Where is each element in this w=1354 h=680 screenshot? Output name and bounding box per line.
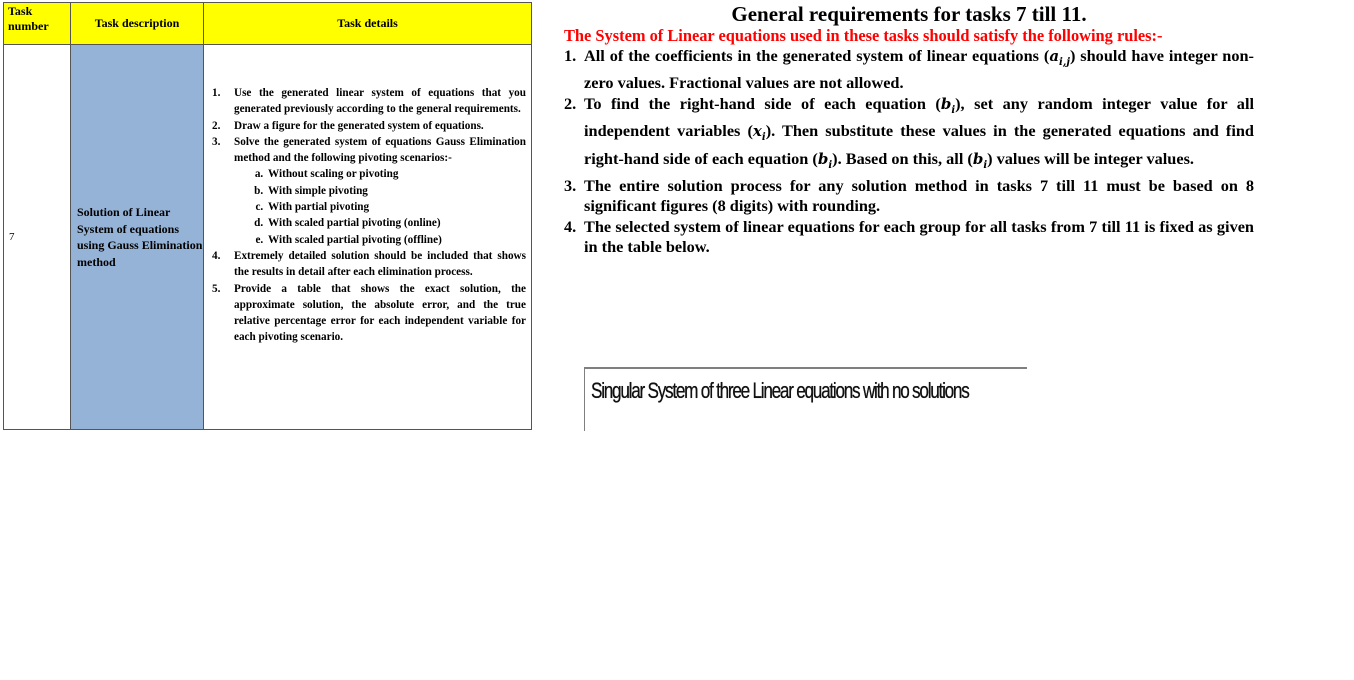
pivoting-scenario-item: e. With scaled partial pivoting (offline) — [266, 232, 526, 248]
requirement-item: 3. The entire solution process for any solution method in tasks 7 till 11 must be based on 8 significant figures (8 digits) with rounding. — [564, 176, 1254, 216]
requirement-number: 1. — [564, 46, 577, 65]
task-detail-number: 3. — [212, 135, 221, 148]
math-symbol: $b_i$ — [972, 149, 988, 171]
system-image-caption: Singular System of three Linear equations with no solutions — [591, 378, 969, 403]
task-detail-item: 1. Use the generated linear system of equations that you generated previously according to the general requirements. — [212, 87, 526, 116]
task-detail-item: 3. Solve the generated system of equations Gauss Elimination method and the following pivoting scenarios:- a. Without scaling or pivoting b. With simple pivoting c. With partial pivoting d. With scaled partial pivoting (online) e. With scaled partial pivoting (offline) — [232, 134, 526, 248]
task-details-list — [212, 85, 526, 346]
requirements-subtitle: The System of Linear equations used in these tasks should satisfy the following rules:- — [564, 26, 1163, 45]
task-detail-item: 2. Draw a figure for the generated system of equations. — [232, 118, 526, 134]
table-header-row — [4, 3, 532, 45]
task-detail-number: 2. — [212, 119, 221, 132]
pivoting-scenarios-list — [234, 166, 526, 247]
requirements-title: General requirements for tasks 7 till 11. — [731, 2, 1087, 26]
task-detail-item: 5. Provide a table that shows the exact solution, the approximate solution, the absolute error, and the true relative percentage error for each independent variable for each pivoting scenario. — [212, 282, 526, 344]
requirement-item: 4. The selected system of linear equations for each group for all tasks from 7 till 11 is fixed as given in the table below. — [564, 216, 1254, 257]
pivoting-scenario-item: a. Without scaling or pivoting — [266, 166, 526, 182]
task-detail-number: 1. — [212, 87, 221, 99]
pivoting-scenario-item: c. With partial pivoting — [266, 199, 526, 215]
header-task-number: Task number — [4, 3, 71, 45]
math-symbol: $b_i$ — [817, 149, 833, 171]
table-row — [4, 45, 532, 430]
requirement-number: 2. — [564, 93, 577, 113]
task-number-cell: 7 — [4, 45, 71, 430]
math-symbol: $a_{i,j}$ — [1049, 47, 1070, 68]
requirements-list — [564, 46, 1254, 258]
requirement-number: 3. — [564, 176, 577, 196]
task-detail-item: 4. Extremely detailed solution should be included that shows the results in detail after each elimination process. — [212, 249, 526, 279]
task-detail-number: 4. — [212, 249, 221, 262]
task-details-cell — [204, 45, 532, 430]
task-description-cell: Solution of Linear System of equations using Gauss Elimination method — [71, 45, 204, 430]
pivoting-scenario-item: d. With scaled partial pivoting (online) — [266, 215, 526, 231]
header-task-details: Task details — [204, 3, 532, 45]
requirement-item: 2. To find the right-hand side of each equation $(b_i)$, set any random integer value for all independent variables $(x_i)$. Then substitute these values in the generated equations and find right-hand side of each equation $(b_i)$. Based on this, all $(b_i)$ values will be integer values. — [564, 93, 1254, 171]
math-symbol: $b_i$ — [940, 94, 956, 116]
header-task-description: Task description — [71, 3, 204, 45]
task-detail-number: 5. — [212, 282, 221, 295]
requirement-item: 1. All of the coefficients in the generated system of linear equations $(a_{i,j})$ should have integer non-zero values. Fractional values are not allowed. — [564, 46, 1254, 93]
task-table — [3, 2, 532, 430]
system-image — [584, 367, 1027, 431]
math-symbol: $x_i$ — [752, 122, 766, 144]
pivoting-scenario-item: b. With simple pivoting — [266, 183, 526, 199]
requirement-number: 4. — [564, 216, 577, 236]
